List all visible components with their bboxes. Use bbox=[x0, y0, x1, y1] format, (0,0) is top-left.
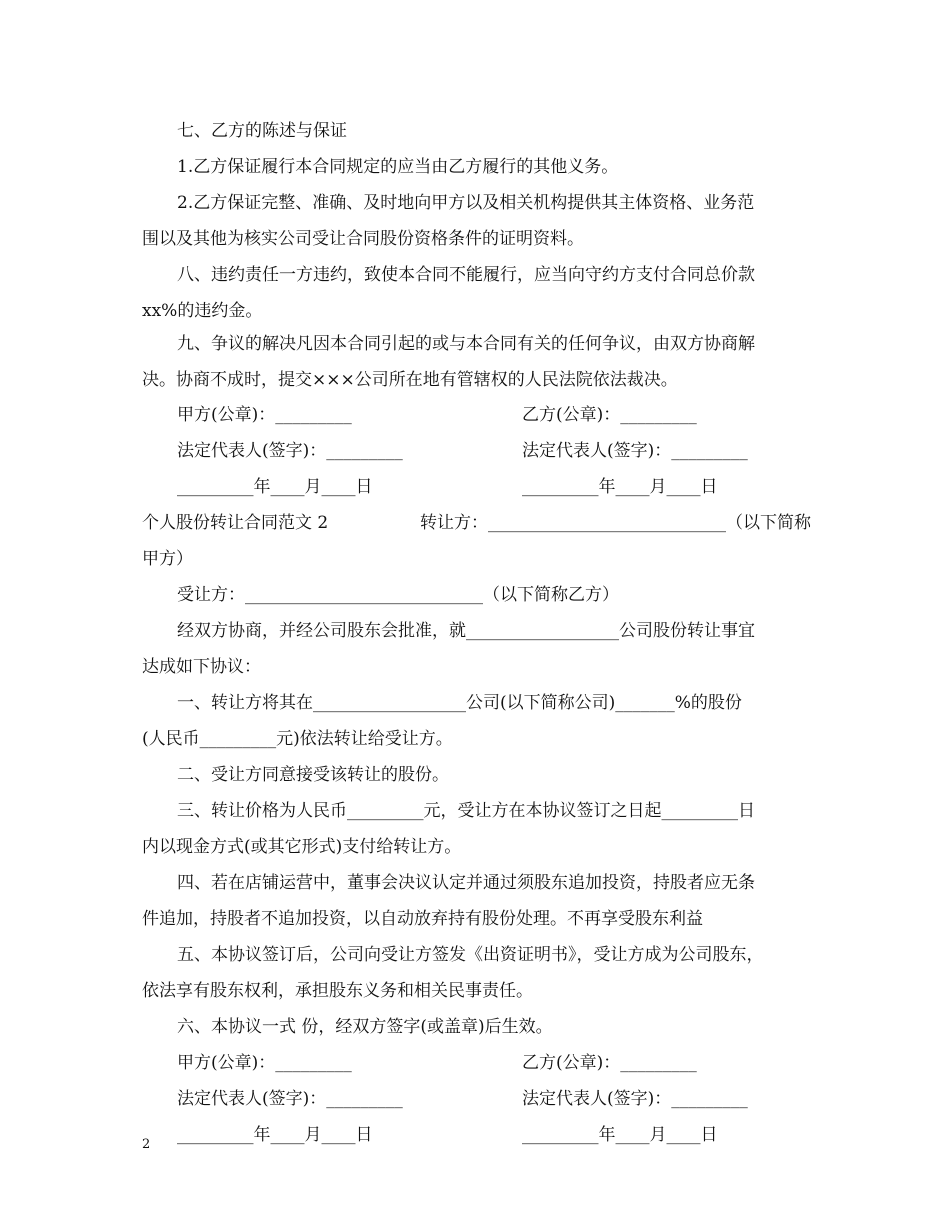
intro-line-1: 经双方协商，并经公司股东会批准，就__________________公司股份转让事宜 bbox=[177, 621, 755, 641]
contract-2-header-line bbox=[142, 513, 811, 533]
transferee-line: 受让方：____________________________（以下简称乙方） bbox=[177, 585, 619, 605]
clause-5-line-1: 五、本协议签订后，公司向受让方签发《出资证明书》，受让方成为公司股东， bbox=[177, 945, 764, 965]
clause-4-line-2: 件追加，持股者不追加投资，以自动放弃持有股份处理。不再享受股东利益 bbox=[142, 909, 703, 929]
signature-date-a: _________年____月____日 bbox=[177, 477, 373, 497]
signature-rep-a: 法定代表人(签字)：_________ bbox=[177, 441, 403, 461]
signature-2-date-b: _________年____月____日 bbox=[522, 1125, 718, 1145]
signature-party-b: 乙方(公章)：_________ bbox=[522, 405, 697, 425]
signature-party-a: 甲方(公章)：_________ bbox=[177, 405, 352, 425]
section-7-item-2-line-2: 围以及其他为核实公司受让合同股份资格条件的证明资料。 bbox=[142, 229, 584, 249]
intro-line-2: 达成如下协议： bbox=[142, 657, 261, 677]
contract-2-heading: 个人股份转让合同范文 2 bbox=[142, 513, 329, 533]
section-7-title: 七、乙方的陈述与保证 bbox=[177, 121, 347, 141]
clause-3-line-1: 三、转让价格为人民币_________元，受让方在本协议签订之日起_________日 bbox=[177, 801, 755, 821]
clause-5-line-2: 依法享有股东权利，承担股东义务和相关民事责任。 bbox=[142, 981, 533, 1001]
section-8-line-2: xx%的违约金。 bbox=[142, 301, 263, 321]
signature-2-party-b: 乙方(公章)：_________ bbox=[522, 1053, 697, 1073]
clause-3-line-2: 内以现金方式(或其它形式)支付给转让方。 bbox=[142, 837, 462, 857]
clause-2: 二、受让方同意接受该转让的股份。 bbox=[177, 765, 449, 785]
signature-2-rep-a: 法定代表人(签字)：_________ bbox=[177, 1089, 403, 1109]
signature-2-party-a: 甲方(公章)：_________ bbox=[177, 1053, 352, 1073]
signature-2-date-a: _________年____月____日 bbox=[177, 1125, 373, 1145]
signature-2-rep-b: 法定代表人(签字)：_________ bbox=[522, 1089, 748, 1109]
section-9-line-1: 九、争议的解决凡因本合同引起的或与本合同有关的任何争议，由双方协商解 bbox=[177, 334, 755, 354]
signature-date-b: _________年____月____日 bbox=[522, 477, 718, 497]
section-8-line-1: 八、违约责任一方违约，致使本合同不能履行，应当向守约方支付合同总价款 bbox=[177, 265, 755, 285]
transferor-line-continued: 甲方） bbox=[142, 549, 193, 569]
clause-1-line-1: 一、转让方将其在__________________公司(以下简称公司)_______%的股份 bbox=[177, 693, 742, 713]
clause-6: 六、本协议一式 份，经双方签字(或盖章)后生效。 bbox=[177, 1017, 553, 1037]
section-7-item-1: 1.乙方保证履行本合同规定的应当由乙方履行的其他义务。 bbox=[177, 157, 619, 177]
clause-1-line-2: (人民币_________元)依法转让给受让方。 bbox=[142, 729, 453, 749]
section-7-item-2-line-1: 2.乙方保证完整、准确、及时地向甲方以及相关机构提供其主体资格、业务范 bbox=[177, 193, 755, 213]
transferor-line: 转让方：____________________________（以下简称 bbox=[420, 513, 811, 533]
section-9-line-2: 决。协商不成时，提交×××公司所在地有管辖权的人民法院依法裁决。 bbox=[142, 370, 678, 390]
page-number: 2 bbox=[142, 1137, 151, 1152]
clause-4-line-1: 四、若在店铺运营中，董事会决议认定并通过须股东追加投资，持股者应无条 bbox=[177, 873, 755, 893]
signature-rep-b: 法定代表人(签字)：_________ bbox=[522, 441, 748, 461]
